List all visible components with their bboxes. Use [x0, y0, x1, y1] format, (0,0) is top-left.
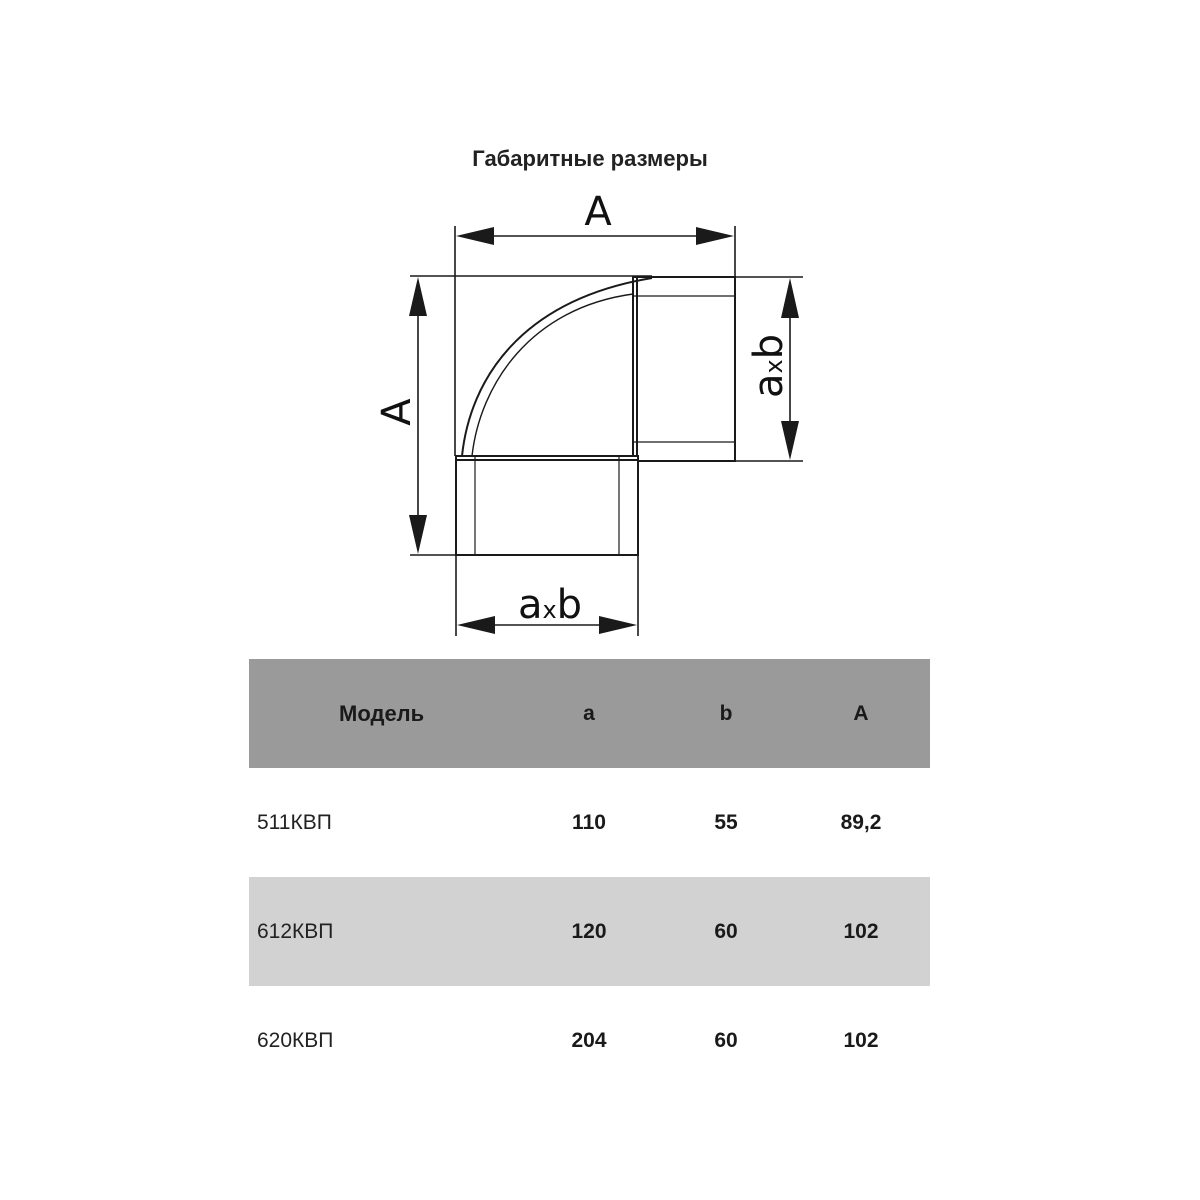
elbow-inlet-sleeve: [456, 456, 638, 555]
cell-a: 204: [571, 1028, 607, 1052]
header-b: b: [719, 701, 733, 725]
arrow-down-icon: [409, 515, 427, 554]
arrow-right-icon: [696, 227, 734, 245]
label-a: a: [517, 582, 543, 628]
cell-b: 55: [714, 810, 738, 834]
label-b: b: [556, 582, 583, 628]
dimension-label-left: A: [374, 398, 420, 426]
header-model: Модель: [339, 700, 425, 726]
cell-model: 612КВП: [257, 919, 334, 943]
label-x: x: [542, 596, 557, 624]
page-title: Габаритные размеры: [472, 146, 708, 171]
dimension-label-right: [746, 334, 792, 398]
arrow-left-icon: [456, 227, 494, 245]
cell-model: 511КВП: [257, 810, 332, 834]
cell-A: 102: [843, 1028, 879, 1052]
cell-b: 60: [714, 919, 738, 943]
cell-A: 89,2: [840, 810, 882, 834]
table-row: [249, 986, 930, 1095]
dimension-label-top: A: [584, 189, 612, 235]
cell-a: 120: [571, 919, 607, 943]
elbow-curve-inner: [472, 294, 633, 456]
dimensions-table: [249, 659, 930, 1095]
dimension-label-bottom: [518, 582, 582, 628]
elbow-outlet-sleeve: [633, 277, 735, 461]
table-row: [249, 768, 930, 877]
label-a: a: [746, 373, 792, 399]
header-a: a: [583, 701, 595, 725]
label-x: x: [760, 359, 788, 374]
label-b: b: [746, 333, 792, 360]
arrow-right-icon: [599, 616, 637, 634]
cell-a: 110: [572, 810, 606, 834]
arrow-left-icon: [457, 616, 495, 634]
elbow-curve-outer: [462, 278, 652, 456]
arrow-down-icon: [781, 421, 799, 460]
cell-b: 60: [714, 1028, 738, 1052]
arrow-up-icon: [781, 278, 799, 318]
arrow-up-icon: [409, 277, 427, 316]
cell-A: 102: [843, 919, 879, 943]
svg-text:axb: [746, 334, 792, 398]
header-A: A: [853, 701, 869, 725]
table-header-row: [249, 659, 930, 768]
cell-model: 620КВП: [257, 1028, 334, 1052]
table-row: [249, 877, 930, 986]
